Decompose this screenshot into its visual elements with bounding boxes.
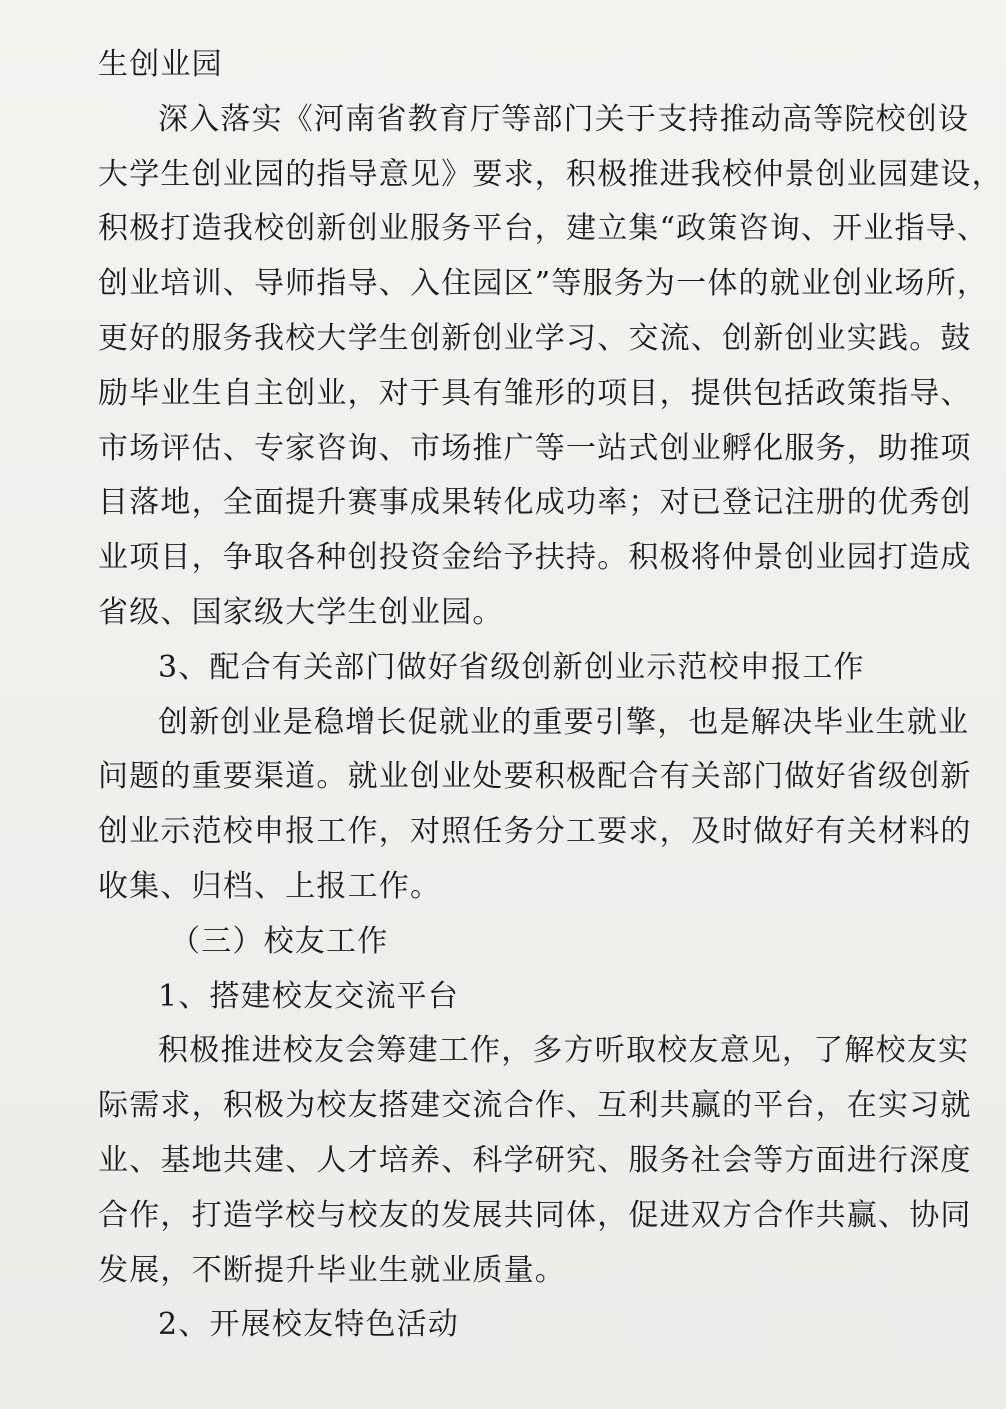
section-heading-alumni-work [98,915,958,970]
paragraph-intro-continuation [98,38,958,93]
document-body [98,38,1003,1353]
text-line: 积极打造我校创新创业服务平台，建立集“政策咨询、开业指导、 [98,211,989,247]
text-line: 收集、归档、上报工作。 [98,868,442,904]
section-heading-alumni-activities [98,1298,958,1353]
text-line: （三）校友工作 [170,923,389,959]
text-line: 励毕业生自主创业，对于具有雏形的项目，提供包括政策指导、 [98,375,972,411]
text-line: 问题的重要渠道。就业创业处要积极配合有关部门做好省级创新 [98,759,972,795]
text-line: 发展，不断提升毕业生就业质量。 [98,1252,566,1288]
section-heading-alumni-platform [98,970,958,1025]
text-line: 2、开展校友特色活动 [158,1307,460,1343]
text-line: 生创业园 [98,47,223,82]
text-line: 创新创业是稳增长促就业的重要引擎，也是解决毕业生就业 [158,704,970,740]
paragraph-alumni-platform [98,1024,972,1298]
paragraph-startup-park [98,93,1003,641]
text-line: 大学生创业园的指导意见》要求，积极推进我校仲景创业园建设， [98,156,1003,192]
section-heading-demo-school [98,641,958,696]
text-line: 合作，打造学校与校友的发展共同体，促进双方合作共赢、协同 [98,1197,972,1233]
text-line: 创业培训、导师指导、入住园区”等服务为一体的就业创业场所， [98,266,989,302]
text-line: 省级、国家级大学生创业园。 [98,594,504,630]
paragraph-demo-school [98,696,972,915]
text-line: 创业示范校申报工作，对照任务分工要求，及时做好有关材料的 [98,814,972,850]
text-line: 3、配合有关部门做好省级创新创业示范校申报工作 [158,649,865,685]
text-line: 1、搭建校友交流平台 [158,978,460,1014]
text-line: 业、基地共建、人才培养、科学研究、服务社会等方面进行深度 [98,1142,972,1178]
text-line: 积极推进校友会筹建工作，多方听取校友意见，了解校友实 [158,1033,970,1069]
text-line: 际需求，积极为校友搭建交流合作、互利共赢的平台，在实习就 [98,1088,972,1124]
text-line: 目落地，全面提升赛事成果转化成功率；对已登记注册的优秀创 [98,485,972,521]
text-line: 更好的服务我校大学生创新创业学习、交流、创新创业实践。鼓 [98,320,972,356]
text-line: 市场评估、专家咨询、市场推广等一站式创业孵化服务，助推项 [98,430,972,466]
text-line: 深入落实《河南省教育厅等部门关于支持推动高等院校创设 [158,101,970,137]
text-line: 业项目，争取各种创投资金给予扶持。积极将仲景创业园打造成 [98,540,972,576]
